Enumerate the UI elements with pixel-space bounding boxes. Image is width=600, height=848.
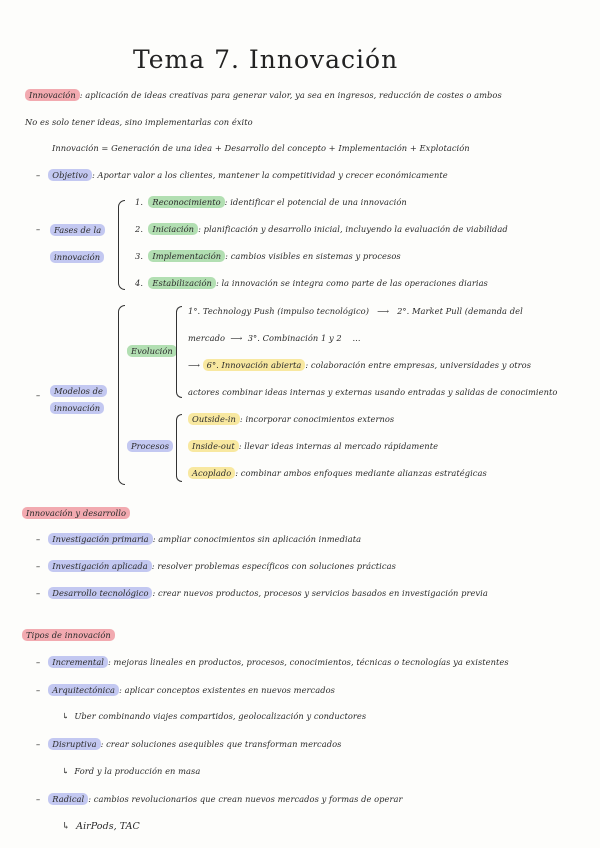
phase-text: : identificar el potencial de una innovación <box>224 197 407 207</box>
process-item <box>188 414 394 424</box>
phase-term: Reconocimiento <box>148 196 224 208</box>
phase-num: 1. <box>135 197 144 207</box>
process-item <box>188 441 438 451</box>
process-term: Inside-out <box>188 440 239 452</box>
type-term: Arquitectónica <box>48 684 119 696</box>
technology-push: 1°. Technology Push (impulso tecnológico) <box>188 306 370 316</box>
phase-item <box>135 278 488 288</box>
mercado-text: mercado <box>188 333 225 343</box>
evolution-line2 <box>188 333 361 343</box>
process-label: Procesos <box>127 440 173 452</box>
process-text: : llevar ideas internas al mercado rápidamente <box>238 441 439 451</box>
type-example <box>62 766 200 776</box>
process-text: : combinar ambos enfoques mediante alianzas estratégicas <box>235 468 487 478</box>
process-text: : incorporar conocimientos externos <box>239 414 395 424</box>
type-item <box>36 657 509 667</box>
rd-heading: Innovación y desarrollo <box>22 507 130 519</box>
phase-item <box>135 251 401 261</box>
rd-text: : crear nuevos productos, procesos y servicios basados en investigación previa <box>152 588 488 598</box>
type-item <box>36 739 341 749</box>
type-item <box>36 685 335 695</box>
bullet-dash: – <box>36 685 41 695</box>
phases-brace <box>118 200 125 290</box>
rd-text: : resolver problemas específicos con soluciones prácticas <box>151 561 396 571</box>
market-pull: 2°. Market Pull (demanda del <box>397 306 523 316</box>
bullet-dash: – <box>36 224 41 234</box>
combinacion: 3°. Combinación 1 y 2 <box>247 333 342 343</box>
intro-note: No es solo tener ideas, sino implementarlas con éxito <box>25 117 253 127</box>
type-text: : mejoras lineales en productos, procesos, conocimientos, técnicas o tecnologías ya existentes <box>108 657 509 667</box>
bullet-dash: – <box>36 739 41 749</box>
phase-term: Iniciación <box>148 223 198 235</box>
type-term: Incremental <box>48 656 108 668</box>
rd-text: : ampliar conocimientos sin aplicación inmediata <box>152 534 362 544</box>
phase-num: 4. <box>135 278 144 288</box>
example-text: Ford y la producción en masa <box>74 766 201 776</box>
evolution-label: Evolución <box>127 345 177 357</box>
type-text: : crear soluciones asequibles que transforman mercados <box>100 739 342 749</box>
bullet-dash: – <box>36 390 41 400</box>
type-text: : cambios revolucionarios que crean nuevos mercados y formas de operar <box>88 794 403 804</box>
models-label-line1: Modelos de <box>50 385 107 397</box>
bullet-dash: – <box>36 561 41 571</box>
evolution-line1 <box>188 306 523 316</box>
intro-definition-line <box>25 90 502 100</box>
phase-term: Implementación <box>148 250 225 262</box>
phases-label-line1: Fases de la <box>50 224 105 236</box>
phase-num: 2. <box>135 224 144 234</box>
evolution-line3 <box>188 360 531 370</box>
process-term: Acoplado <box>188 467 235 479</box>
open-innovation-def: : colaboración entre empresas, universidades y otros <box>305 360 532 370</box>
evolution-brace <box>176 306 182 398</box>
term-objetivo: Objetivo <box>48 169 92 181</box>
process-term: Outside-in <box>188 413 240 425</box>
process-item <box>188 468 487 478</box>
example-text: Uber combinando viajes compartidos, geolocalización y conductores <box>74 711 367 721</box>
bullet-dash: – <box>36 794 41 804</box>
phase-item <box>135 197 407 207</box>
phase-text: : cambios visibles en sistemas y procesos <box>225 251 401 261</box>
bullet-dash: – <box>36 657 41 667</box>
open-innovation-text <box>203 359 306 371</box>
type-example <box>62 711 366 721</box>
models-brace <box>118 305 125 485</box>
arrow: ⟶ <box>230 333 243 343</box>
type-example <box>62 821 140 832</box>
evolution-line4: actores combinar ideas internas y externas usando entradas y salidas de conocimiento <box>188 387 558 397</box>
type-term: Radical <box>48 793 88 805</box>
innovation-formula: Innovación = Generación de una idea + Desarrollo del concepto + Implementación + Explotación <box>52 143 470 153</box>
phase-text: : planificación y desarrollo inicial, incluyendo la evaluación de viabilidad <box>198 224 508 234</box>
phase-text: : la innovación se integra como parte de las operaciones diarias <box>215 278 488 288</box>
definition-text: : aplicación de ideas creativas para generar valor, ya sea en ingresos, reducción de costes o ambos <box>79 90 502 100</box>
page-title: Tema 7. Innovación <box>133 45 399 74</box>
arrow: ⟶ <box>188 360 200 370</box>
sub-arrow-icon: ↳ <box>62 711 70 721</box>
rd-item <box>36 588 488 598</box>
phase-term: Estabilización <box>148 277 216 289</box>
phase-item <box>135 224 508 234</box>
bullet-dash: – <box>36 534 41 544</box>
models-label-line2: innovación <box>50 402 104 414</box>
sub-arrow-icon: ↳ <box>62 766 70 776</box>
objective-line <box>36 170 448 180</box>
type-text: : aplicar conceptos existentes en nuevos mercados <box>119 685 335 695</box>
rd-item <box>36 534 361 544</box>
objective-text: : Aportar valor a los clientes, mantener la competitividad y crecer económicamente <box>91 170 448 180</box>
sub-arrow-icon: ↳ <box>62 821 71 832</box>
rd-item <box>36 561 396 571</box>
rd-term: Desarrollo tecnológico <box>48 587 152 599</box>
types-heading: Tipos de innovación <box>22 629 115 641</box>
example-text: AirPods, TAC <box>76 821 140 832</box>
process-brace <box>176 414 182 482</box>
rd-term: Investigación aplicada <box>48 560 152 572</box>
phase-num: 3. <box>135 251 144 261</box>
arrow: ⟶ <box>377 306 390 316</box>
ellipsis: ... <box>352 333 361 343</box>
term-open-innovation: 6°. Innovación abierta <box>203 359 306 371</box>
bullet-dash: – <box>36 588 41 598</box>
bullet-dash: – <box>36 170 41 180</box>
type-term: Disruptiva <box>48 738 100 750</box>
phases-label-line2: innovación <box>50 251 104 263</box>
term-innovacion: Innovación <box>25 89 80 101</box>
type-item <box>36 794 403 804</box>
rd-term: Investigación primaria <box>48 533 152 545</box>
